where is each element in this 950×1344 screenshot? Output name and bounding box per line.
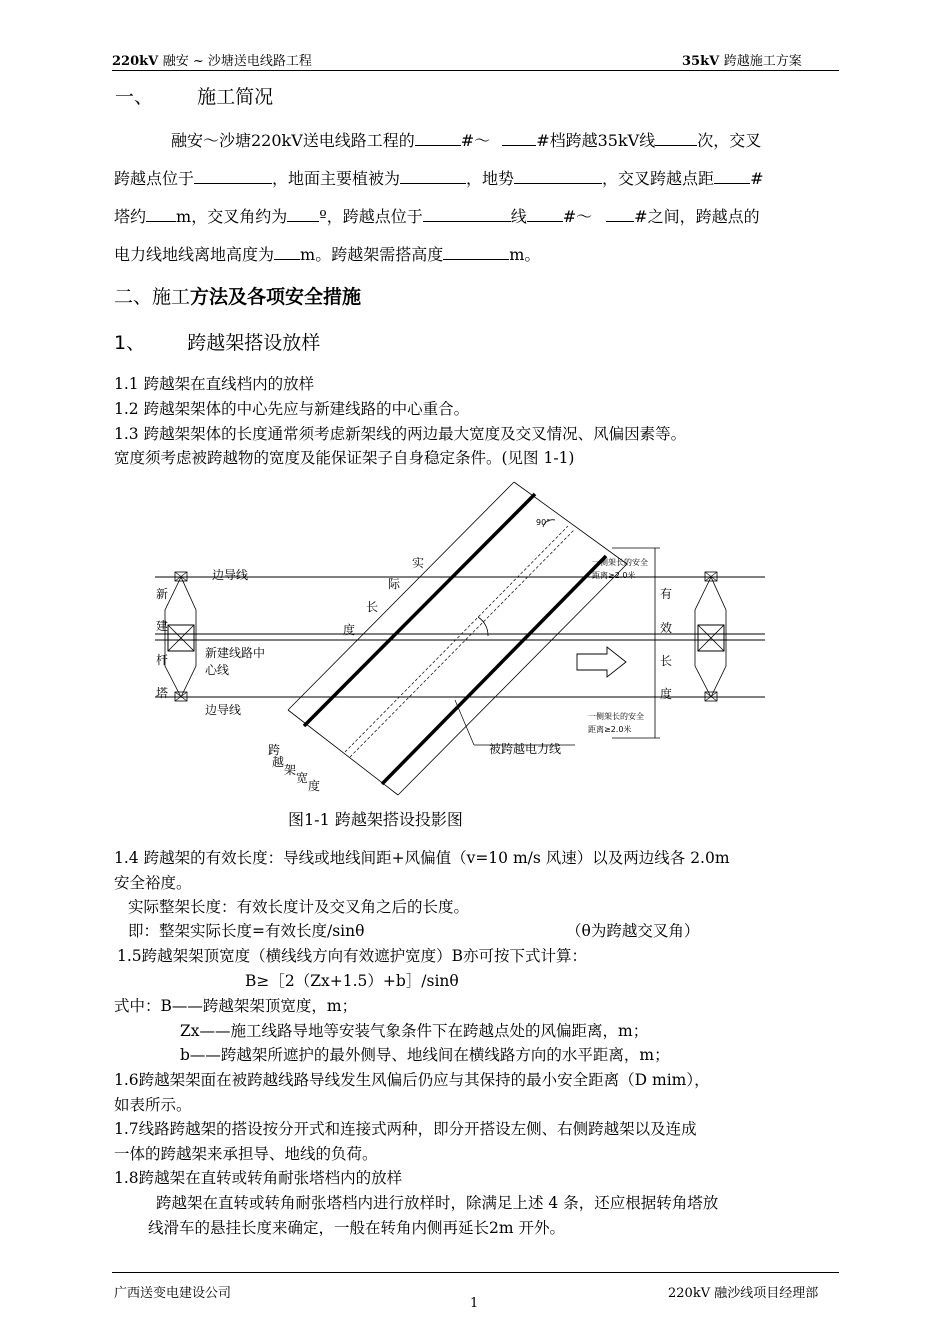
para1-line2: 跨越点位于 ，地面主要植被为 ，地势 ，交叉跨越点距 #: [114, 169, 764, 188]
body-line-1-3: 1.3 跨越架架体的长度通常须考虑新架线的两边最大宽度及交叉情况、风偏因素等。: [114, 425, 687, 443]
figure-caption: 图1-1 跨越架搭设投影图: [288, 810, 463, 829]
label-effective-4: 度: [660, 687, 673, 701]
sub1-title: 跨越架搭设放样: [187, 332, 321, 354]
label-safe-top-2: 距离≥2.0米: [592, 571, 636, 580]
label-effective-2: 效: [660, 621, 673, 635]
label-center-2: 心线: [205, 663, 230, 677]
body-line-1-6: 1.6跨越架架面在被跨越线路导线发生风偏后仍应与其保持的最小安全距离（D mim），: [114, 1071, 710, 1089]
label-angle-90: 90°: [536, 518, 551, 527]
body-line-formula-1-note: （θ为跨越交叉角）: [566, 922, 700, 940]
page-number: 1: [470, 1296, 479, 1311]
label-actual-len-4: 度: [343, 623, 356, 637]
label-effective-3: 长: [660, 654, 673, 668]
crossed-line-dashed-b: [350, 530, 574, 757]
sub1-number: 1、: [114, 332, 146, 354]
frame-outline-top: [514, 482, 627, 564]
para1-line4: 电力线地线离地高度为 m。跨越架需搭高度 m。: [114, 245, 541, 264]
header-left-text: 融安 ~ 沙塘送电线路工程: [162, 54, 312, 69]
label-actual-len-1: 实: [412, 556, 425, 570]
body-line-formula-1: 即：整架实际长度=有效长度/sinθ: [128, 922, 365, 940]
label-new-tower-4: 塔: [156, 686, 169, 700]
body-line-1-8: 1.8跨越架在直转或转角耐张塔档内的放样: [114, 1169, 403, 1187]
label-frame-width-1: 跨: [268, 743, 281, 757]
label-safe-top-1: 一侧架长的安全: [592, 558, 648, 567]
body-line-1-7b: 一体的跨越架来承担导、地线的负荷。: [114, 1145, 378, 1163]
body-line-where-zx: Zx——施工线路导地等安装气象条件下在跨越点处的风偏距离，m；: [180, 1022, 649, 1040]
label-frame-width-5: 度: [308, 779, 321, 793]
body-line-1-3b: 宽度须考虑被跨越物的宽度及能保证架子自身稳定条件。(见图 1-1): [114, 449, 575, 467]
right-tower-shape: [695, 572, 726, 701]
header-rule: [112, 70, 839, 71]
body-line-actual-length: 实际整架长度：有效长度计及交叉角之后的长度。: [128, 898, 470, 916]
body-line-where-b2: b——跨越架所遮护的最外侧导、地线间在横线路方向的水平距离，m；: [180, 1046, 670, 1064]
section2-title-a: 二、施工: [114, 286, 191, 308]
section1-title: 施工简况: [197, 86, 274, 108]
body-line-1-2: 1.2 跨越架架体的中心先应与新建线路的中心重合。: [114, 400, 470, 418]
label-edge-bottom: 边导线: [205, 703, 242, 717]
label-crossed-line: 被跨越电力线: [489, 742, 562, 756]
direction-arrow-icon: [577, 647, 626, 677]
footer-rule: [112, 1272, 839, 1273]
label-new-tower-1: 新: [156, 587, 169, 601]
frame-outline-left: [288, 482, 514, 710]
body-line-where-b: 式中：B——跨越架架顶宽度，m；: [114, 997, 358, 1015]
footer-left: 广西送变电建设公司: [114, 1286, 232, 1301]
body-line-1-8b: 跨越架在直转或转角耐张塔档内进行放样时，除满足上述 4 条，还应根据转角塔放: [156, 1194, 719, 1212]
body-line-1-4: 1.4 跨越架的有效长度：导线或地线间距+风偏值（v=10 m/s 风速）以及两边线各 2.0m: [114, 849, 730, 867]
section2-heading: [114, 282, 361, 309]
body-line-1-1: 1.1 跨越架在直线档内的放样: [114, 375, 315, 393]
crossing-frame-diagram: [0, 470, 950, 810]
label-new-tower-2: 建: [156, 619, 169, 633]
label-safe-bottom-2: 距离≥2.0米: [588, 725, 632, 734]
body-line-formula-2: B≥［2（Zx+1.5）+b］/sinθ: [245, 972, 459, 990]
label-actual-len-2: 际: [388, 577, 401, 591]
body-line-1-6b: 如表所示。: [114, 1096, 192, 1114]
crossed-line-dashed-a: [345, 526, 568, 752]
para1-line1: 融安～沙塘220kV送电线路工程的 #～ #档跨越35kV线 次，交叉: [171, 131, 762, 150]
header-right-bold: 35kV: [682, 54, 720, 69]
label-new-tower-3: 杆: [156, 653, 169, 667]
header-right-text: 跨越施工方案: [723, 54, 802, 69]
cross-angle-arc: [478, 617, 488, 636]
label-edge-top: 边导线: [212, 568, 249, 582]
label-effective-1: 有: [660, 587, 673, 601]
label-frame-width-2: 越: [272, 755, 285, 769]
body-line-1-7: 1.7线路跨越架的搭设按分开式和连接式两种，即分开搭设左侧、右侧跨越架以及连成: [114, 1120, 697, 1138]
body-line-1-5: 1.5跨越架架顶宽度（横线线方向有效遮护宽度）B亦可按下式计算：: [117, 947, 588, 965]
sub1-heading: [114, 328, 320, 355]
label-frame-width-4: 宽: [296, 771, 309, 785]
label-safe-bottom-1: 一侧架长的安全: [588, 712, 644, 721]
label-center-1: 新建线路中: [205, 646, 266, 660]
left-tower-shape: [165, 572, 196, 701]
section1-number: 一、: [115, 86, 154, 108]
footer-right: 220kV 融沙线项目经理部: [668, 1286, 819, 1301]
label-frame-width-3: 架: [284, 763, 297, 777]
header-left-bold: 220kV: [112, 54, 159, 69]
header-left: [112, 50, 312, 69]
label-actual-len-3: 长: [366, 600, 379, 614]
section1-heading: [115, 82, 273, 109]
body-line-1-4b: 安全裕度。: [114, 874, 192, 892]
header-right: [682, 50, 802, 69]
section2-title-b: 方法及各项安全措施: [190, 286, 362, 308]
crossed-line-leader: [455, 700, 474, 745]
body-line-1-8c: 线滑车的悬挂长度来确定，一般在转角内侧再延长2m 开外。: [148, 1219, 565, 1237]
para1-line3: 塔约 m，交叉角约为 º，跨越点位于 线 #～ #之间，跨越点的: [114, 207, 760, 226]
